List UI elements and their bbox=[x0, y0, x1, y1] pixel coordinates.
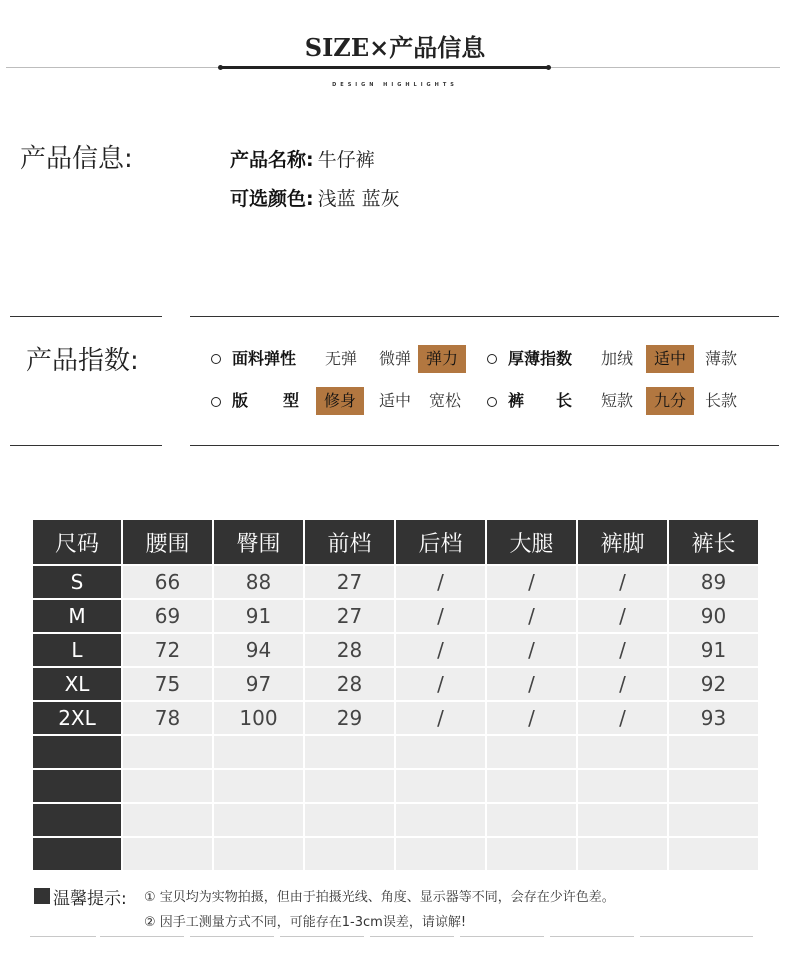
elasticity-option: 无弹 bbox=[324, 349, 357, 368]
product-name-value: 牛仔裤 bbox=[317, 149, 375, 171]
footer-rule bbox=[30, 936, 96, 937]
table-cell bbox=[123, 770, 212, 802]
table-cell: / bbox=[578, 634, 667, 666]
table-cell bbox=[487, 770, 576, 802]
table-cell: 75 bbox=[123, 668, 212, 700]
elasticity-label: 面料弹性 bbox=[232, 349, 297, 368]
column-header-leg-opening: 裤脚 bbox=[578, 520, 667, 564]
index-top-rule-left bbox=[10, 316, 162, 317]
table-cell: 28 bbox=[305, 668, 394, 700]
index-top-rule-right bbox=[190, 316, 779, 317]
table-row bbox=[33, 600, 758, 632]
table-cell: / bbox=[396, 600, 485, 632]
table-cell: / bbox=[396, 702, 485, 734]
table-cell: 27 bbox=[305, 566, 394, 598]
table-cell bbox=[123, 838, 212, 870]
table-cell bbox=[123, 804, 212, 836]
size-label-cell: M bbox=[33, 600, 121, 632]
footer-rule bbox=[460, 936, 544, 937]
table-cell: / bbox=[396, 668, 485, 700]
column-header-waist: 腰围 bbox=[123, 520, 212, 564]
footer-rule bbox=[280, 936, 364, 937]
table-cell: 92 bbox=[669, 668, 758, 700]
table-row bbox=[33, 804, 758, 836]
table-cell bbox=[214, 804, 303, 836]
thickness-label: 厚薄指数 bbox=[508, 349, 573, 368]
table-cell bbox=[305, 736, 394, 768]
table-cell bbox=[669, 736, 758, 768]
column-header-thigh: 大腿 bbox=[487, 520, 576, 564]
fit-label-a: 版 bbox=[232, 391, 249, 410]
product-colors-value: 浅蓝 蓝灰 bbox=[317, 188, 400, 210]
table-cell: 28 bbox=[305, 634, 394, 666]
note-line-1: ① 宝贝均为实物拍摄，但由于拍摄光线、角度、显示器等不同，会存在少许色差。 bbox=[144, 890, 615, 905]
table-row bbox=[33, 736, 758, 768]
table-cell: / bbox=[487, 634, 576, 666]
table-cell: 93 bbox=[669, 702, 758, 734]
size-label-cell bbox=[33, 770, 121, 802]
table-header-row bbox=[33, 520, 758, 564]
table-cell: 78 bbox=[123, 702, 212, 734]
table-cell bbox=[123, 736, 212, 768]
length-label-b: 长 bbox=[556, 391, 573, 410]
table-cell: / bbox=[578, 600, 667, 632]
fit-option-selected: 修身 bbox=[316, 387, 364, 415]
table-cell: 89 bbox=[669, 566, 758, 598]
thickness-option: 薄款 bbox=[704, 349, 737, 368]
table-cell: / bbox=[487, 600, 576, 632]
table-row bbox=[33, 838, 758, 870]
column-header-length: 裤长 bbox=[669, 520, 758, 564]
table-cell: / bbox=[487, 668, 576, 700]
column-header-size: 尺码 bbox=[33, 520, 121, 564]
table-cell bbox=[487, 736, 576, 768]
table-row bbox=[33, 702, 758, 734]
bullet-circle-icon bbox=[211, 354, 221, 364]
table-cell bbox=[669, 838, 758, 870]
footer-rule bbox=[550, 936, 634, 937]
fit-option: 适中 bbox=[378, 391, 411, 410]
size-label-cell: L bbox=[33, 634, 121, 666]
product-name-row bbox=[230, 145, 375, 172]
bullet-circle-icon bbox=[211, 397, 221, 407]
column-header-back-rise: 后档 bbox=[396, 520, 485, 564]
size-label-cell: XL bbox=[33, 668, 121, 700]
table-cell bbox=[578, 804, 667, 836]
table-cell bbox=[669, 804, 758, 836]
table-cell: / bbox=[487, 566, 576, 598]
footer-rule bbox=[190, 936, 274, 937]
size-label-cell bbox=[33, 804, 121, 836]
table-cell: 100 bbox=[214, 702, 303, 734]
table-row bbox=[33, 770, 758, 802]
table-cell: 72 bbox=[123, 634, 212, 666]
size-table bbox=[31, 518, 760, 872]
table-cell bbox=[396, 736, 485, 768]
table-cell bbox=[305, 838, 394, 870]
product-info-heading: 产品信息: bbox=[20, 144, 133, 174]
table-cell: 91 bbox=[214, 600, 303, 632]
length-label-a: 裤 bbox=[508, 391, 525, 410]
divider-dot-right bbox=[546, 65, 551, 70]
product-name-key: 产品名称: bbox=[230, 149, 314, 171]
thickness-option-selected: 适中 bbox=[646, 345, 694, 373]
table-cell bbox=[214, 838, 303, 870]
table-cell: 97 bbox=[214, 668, 303, 700]
table-cell: / bbox=[578, 702, 667, 734]
footer-rule bbox=[100, 936, 184, 937]
table-row bbox=[33, 634, 758, 666]
table-cell bbox=[305, 804, 394, 836]
table-cell bbox=[396, 838, 485, 870]
index-bottom-rule-left bbox=[10, 445, 162, 446]
table-cell: / bbox=[487, 702, 576, 734]
table-row bbox=[33, 668, 758, 700]
product-colors-key: 可选颜色: bbox=[230, 188, 314, 210]
table-cell bbox=[669, 770, 758, 802]
divider-dot-left bbox=[218, 65, 223, 70]
table-cell bbox=[578, 770, 667, 802]
size-label-cell: 2XL bbox=[33, 702, 121, 734]
footer-rule bbox=[640, 936, 753, 937]
table-cell bbox=[396, 804, 485, 836]
column-header-hip: 臀围 bbox=[214, 520, 303, 564]
table-cell: 66 bbox=[123, 566, 212, 598]
page-title: SIZE×产品信息 bbox=[304, 33, 486, 62]
bullet-circle-icon bbox=[487, 354, 497, 364]
table-cell: / bbox=[396, 566, 485, 598]
table-cell: 29 bbox=[305, 702, 394, 734]
size-label-cell bbox=[33, 736, 121, 768]
table-cell: 27 bbox=[305, 600, 394, 632]
table-cell: / bbox=[578, 566, 667, 598]
bullet-circle-icon bbox=[487, 397, 497, 407]
size-label-cell: S bbox=[33, 566, 121, 598]
table-cell bbox=[214, 736, 303, 768]
table-cell bbox=[487, 838, 576, 870]
note-line-2: ② 因手工测量方式不同，可能存在1-3cm误差，请谅解! bbox=[144, 915, 467, 930]
table-cell bbox=[487, 804, 576, 836]
table-cell bbox=[396, 770, 485, 802]
table-cell: 88 bbox=[214, 566, 303, 598]
table-cell: 90 bbox=[669, 600, 758, 632]
header-accent-bar bbox=[221, 66, 549, 69]
page-subtitle: DESIGN HIGHLIGHTS bbox=[332, 82, 458, 88]
length-option: 长款 bbox=[704, 391, 737, 410]
elasticity-option-selected: 弹力 bbox=[418, 345, 466, 373]
table-row bbox=[33, 566, 758, 598]
table-cell: 69 bbox=[123, 600, 212, 632]
table-cell bbox=[578, 838, 667, 870]
fit-option: 宽松 bbox=[428, 391, 461, 410]
table-cell bbox=[214, 770, 303, 802]
table-cell: / bbox=[578, 668, 667, 700]
table-cell: 91 bbox=[669, 634, 758, 666]
note-square-icon bbox=[34, 888, 50, 904]
fit-label-b: 型 bbox=[283, 391, 300, 410]
table-cell bbox=[305, 770, 394, 802]
table-cell: 94 bbox=[214, 634, 303, 666]
length-option: 短款 bbox=[600, 391, 633, 410]
length-option-selected: 九分 bbox=[646, 387, 694, 415]
elasticity-option: 微弹 bbox=[378, 349, 411, 368]
product-index-heading: 产品指数: bbox=[26, 346, 139, 376]
table-cell: / bbox=[396, 634, 485, 666]
footer-rule bbox=[370, 936, 454, 937]
column-header-front-rise: 前档 bbox=[305, 520, 394, 564]
size-label-cell bbox=[33, 838, 121, 870]
product-colors-row bbox=[230, 184, 400, 211]
table-cell bbox=[578, 736, 667, 768]
thickness-option: 加绒 bbox=[600, 349, 633, 368]
index-bottom-rule-right bbox=[190, 445, 779, 446]
notes-label: 温馨提示: bbox=[53, 889, 127, 909]
